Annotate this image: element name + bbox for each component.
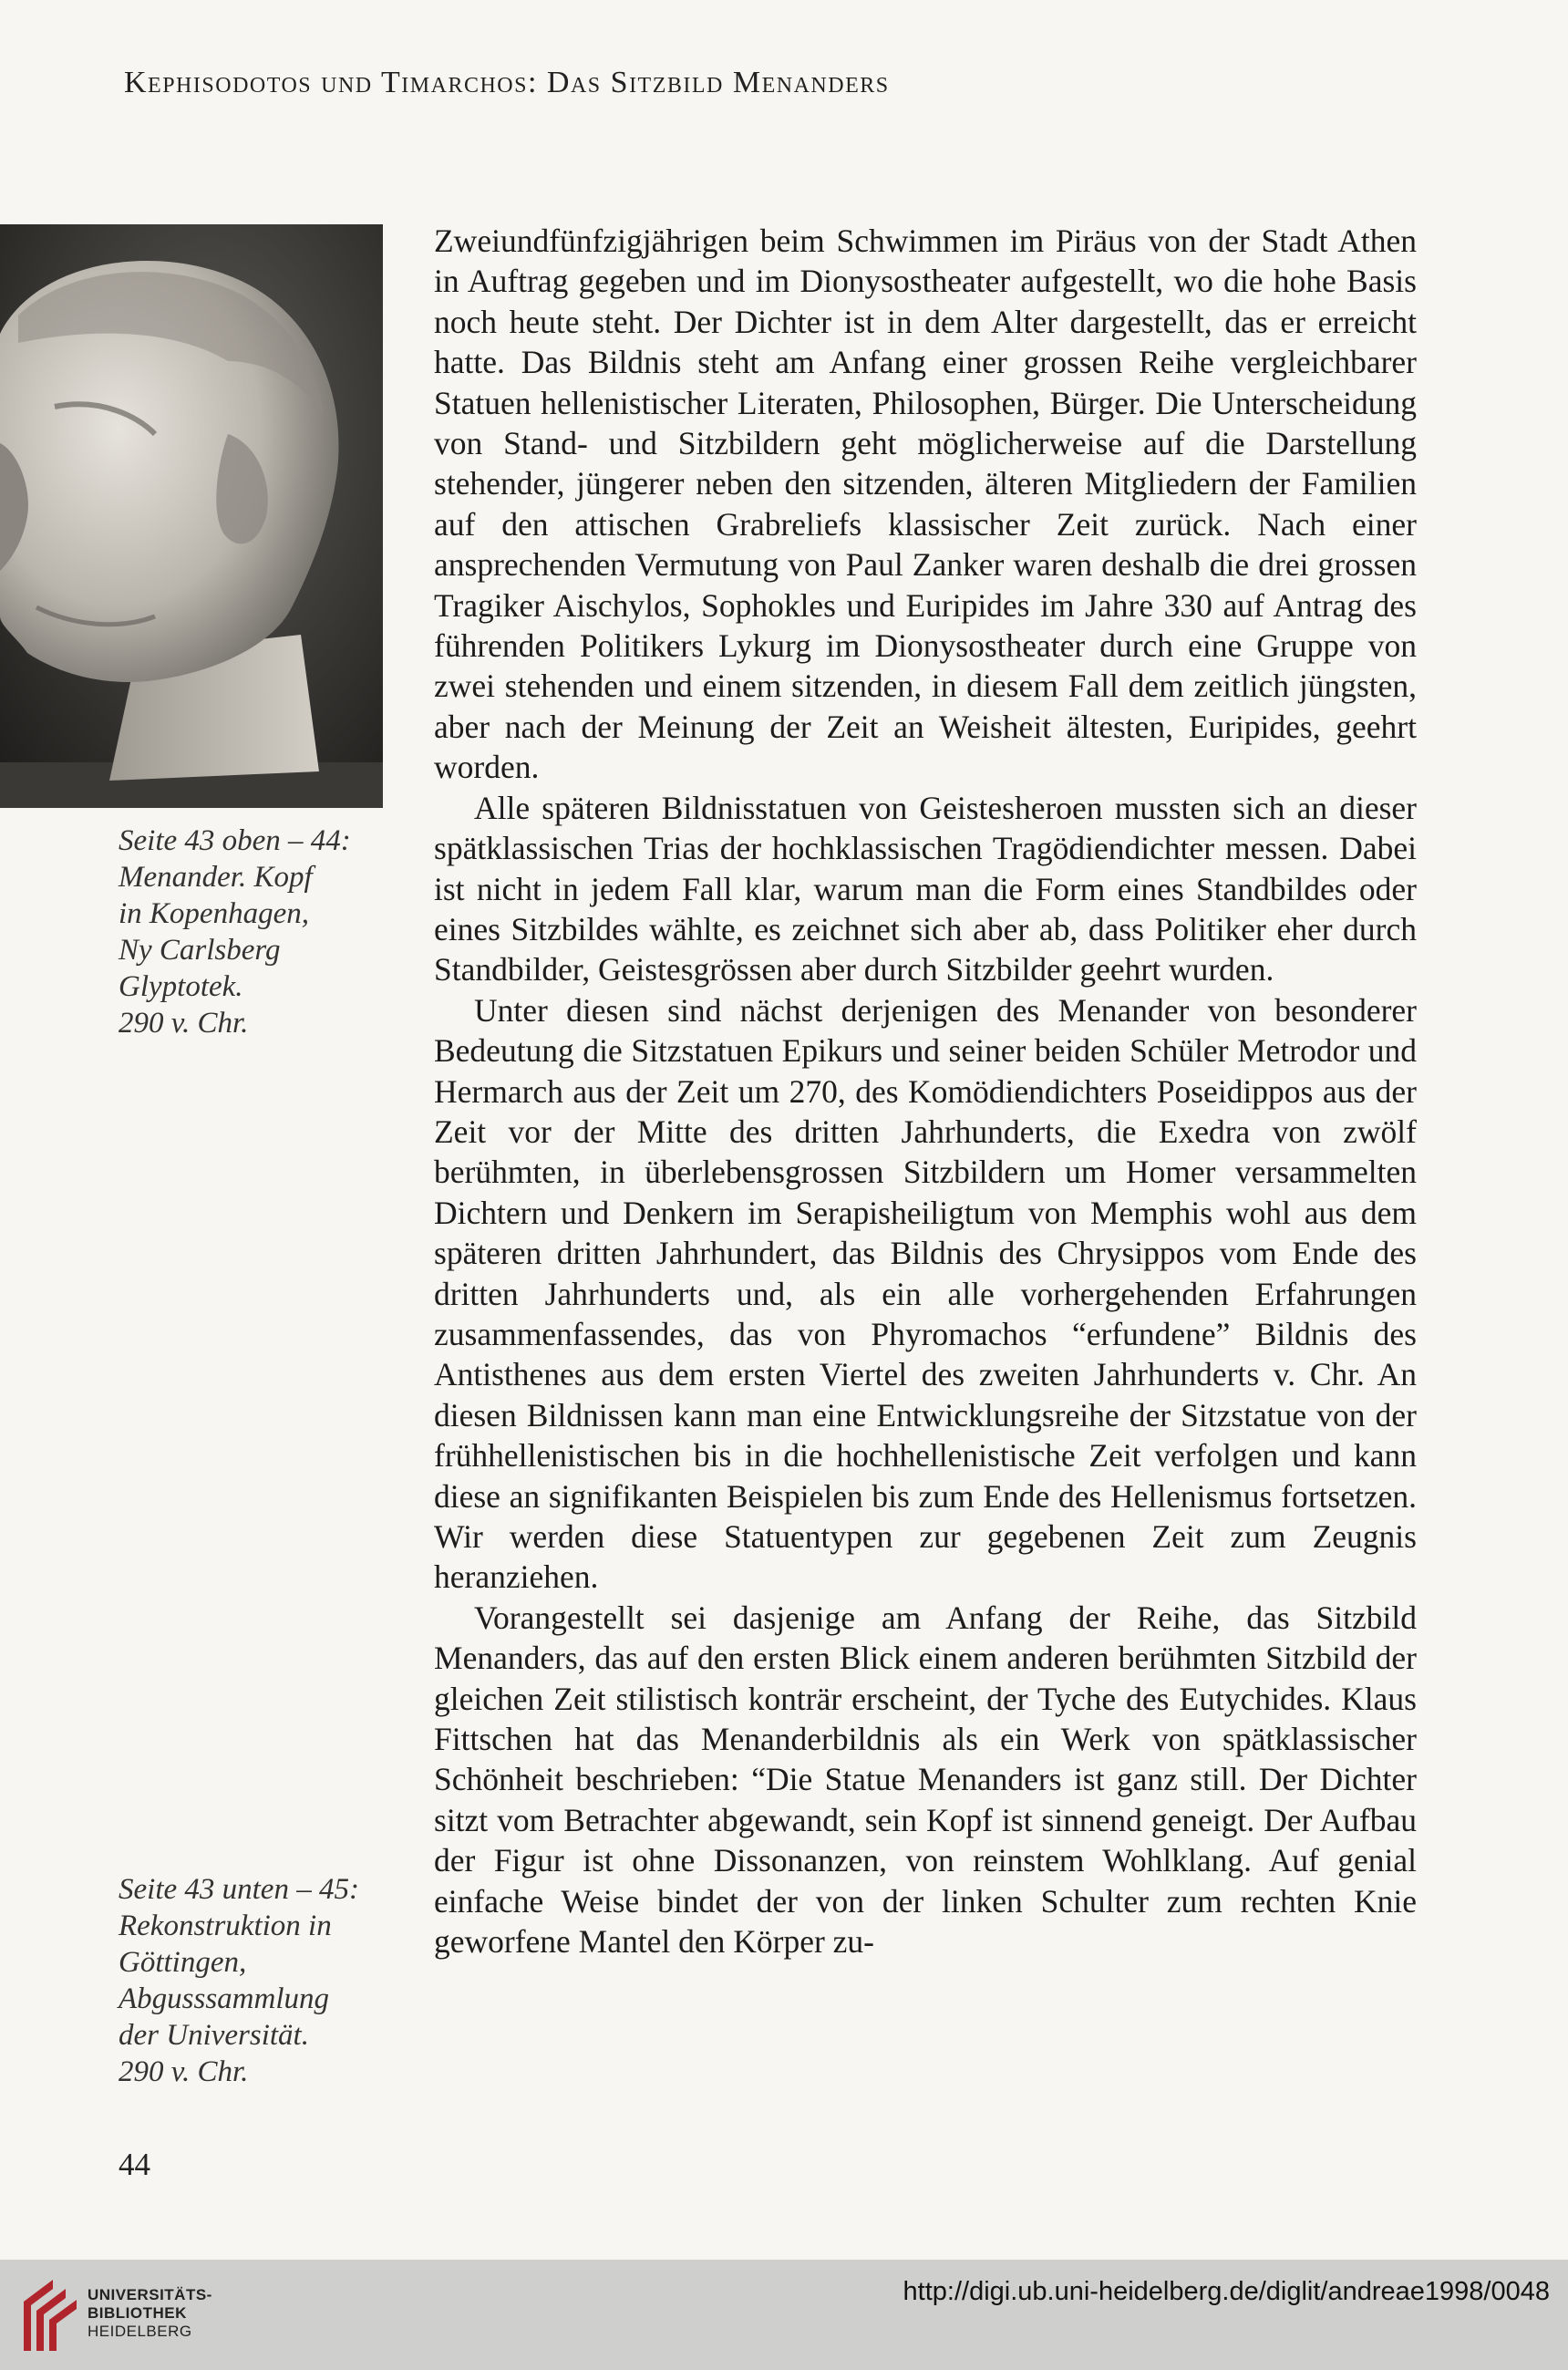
library-name-line: UNIVERSITÄTS-: [88, 2286, 212, 2303]
caption-line: 290 v. Chr.: [119, 2055, 249, 2088]
caption-line: Göttingen,: [119, 1946, 247, 1979]
library-name: [88, 2286, 212, 2341]
library-logo-icon: [16, 2274, 80, 2356]
library-name-line: BIBLIOTHEK: [88, 2304, 187, 2322]
caption-line: 290 v. Chr.: [119, 1007, 249, 1040]
portrait-photo: [0, 224, 383, 808]
body-text: [434, 221, 1417, 1961]
paragraph: Zweiundfünfzigjährigen beim Schwimmen im Piräus von der Stadt Athen in Auftrag gegeben und im Dionysostheater aufgestellt, wo die hohe Basis noch heute steht. Der Dichter ist in dem Alter dargestellt, das er erreicht hatte. Das Bildnis steht am Anfang einer grossen Reihe vergleichbarer Statuen hellenistischer Literaten, Philosophen, Bürger. Die Unterscheidung von Stand- und Sitzbildern geht möglicherweise auf die Darstellung stehender, jüngerer neben den sitzenden, älteren Mitgliedern der Familien auf den attischen Grabreliefs klassischer Zeit zurück. Nach einer ansprechenden Vermutung von Paul Zanker waren deshalb die drei grossen Tragiker Aischylos, Sophokles und Euripides im Jahre 330 auf Antrag des führenden Politikers Lykurg im Dionysostheater durch eine Gruppe von zwei stehenden und einem sitzenden, in diesem Fall dem zeitlich jüngsten, aber nach der Meinung der Zeit an Weisheit ältesten, Euripides, geehrt worden.: [434, 223, 1417, 786]
source-url-link[interactable]: http://digi.ub.uni-heidelberg.de/diglit/andreae1998/0048: [903, 2277, 1550, 2306]
marble-portrait-head-photo-icon: [0, 224, 383, 808]
figure-caption-bottom: [119, 1871, 374, 2090]
caption-line: Seite 43 unten – 45:: [119, 1873, 359, 1906]
caption-line: Ny Carlsberg: [119, 934, 281, 967]
caption-line: Seite 43 oben – 44:: [119, 824, 351, 857]
library-name-line: HEIDELBERG: [88, 2323, 192, 2340]
caption-line: Menander. Kopf: [119, 861, 313, 894]
caption-line: in Kopenhagen,: [119, 897, 309, 930]
page-number: 44: [119, 2147, 150, 2182]
caption-line: Rekonstruktion in: [119, 1909, 332, 1942]
running-head: Kephisodotos und Timarchos: Das Sitzbild Menanders: [124, 66, 890, 99]
caption-line: der Universität.: [119, 2019, 309, 2052]
paragraph: Unter diesen sind nächst derjenigen des Menander von besonderer Bedeutung die Sitzstatuen Epikurs und seiner beiden Schüler Metrodor und Hermarch aus der Zeit um 270, des Komödiendichters Poseidippos aus der Zeit vor der Mitte des dritten Jahrhunderts, die Exedra von zwölf berühmten, in überlebensgrossen Sitzbildern um Homer versammelten Dichtern und Denkern im Serapisheiligtum von Memphis wohl aus dem späteren dritten Jahrhundert, das Bildnis des Chrysippos vom Ende des dritten Jahrhunderts und, als ein alle vorhergehenden Erfahrungen zusammenfassendes, das von Phyromachos “erfundene” Bildnis des Antisthenes aus dem ersten Viertel des zweiten Jahrhunderts v. Chr. An diesen Bildnissen kann man eine Entwicklungsreihe der Sitzstatue von der frühhellenistischen bis in die hochhellenistische Zeit verfolgen und kann diese an signifikanten Beispielen bis zum Ende des Hellenismus fortsetzen. Wir werden diese Statuentypen zur gegebenen Zeit zum Zeugnis heranziehen.: [434, 991, 1417, 1596]
paragraph: Vorangestellt sei dasjenige am Anfang der Reihe, das Sitzbild Menanders, das auf den ersten Blick einem anderen berühmten Sitzbild der gleichen Zeit stilistisch konträr erscheint, der Tyche des Eutychides. Klaus Fittschen hat das Menanderbildnis als ein Werk von spätklassischer Schönheit beschrieben: “Die Statue Menanders ist ganz still. Der Dichter sitzt vom Betrachter abgewandt, sein Kopf ist sinnend geneigt. Der Aufbau der Figur ist ohne Dissonanzen, von reinstem Wohlklang. Auf genial einfache Weise bindet der von der linken Schulter zum rechten Knie geworfene Mantel den Körper zu-: [434, 1599, 1417, 1961]
paragraph: Alle späteren Bildnisstatuen von Geistesheroen mussten sich an dieser spätklassischen Trias der hochklassischen Tragödiendichter messen. Dabei ist nicht in jedem Fall klar, warum man die Form eines Standbildes oder eines Sitzbildes wählte, es zeichnet sich aber ab, dass Politiker eher durch Standbilder, Geistesgrössen aber durch Sitzbilder geehrt wurden.: [434, 789, 1417, 988]
caption-line: Abgusssammlung: [119, 1982, 330, 2015]
figure-caption-top: [119, 823, 374, 1041]
caption-line: Glyptotek.: [119, 970, 243, 1003]
